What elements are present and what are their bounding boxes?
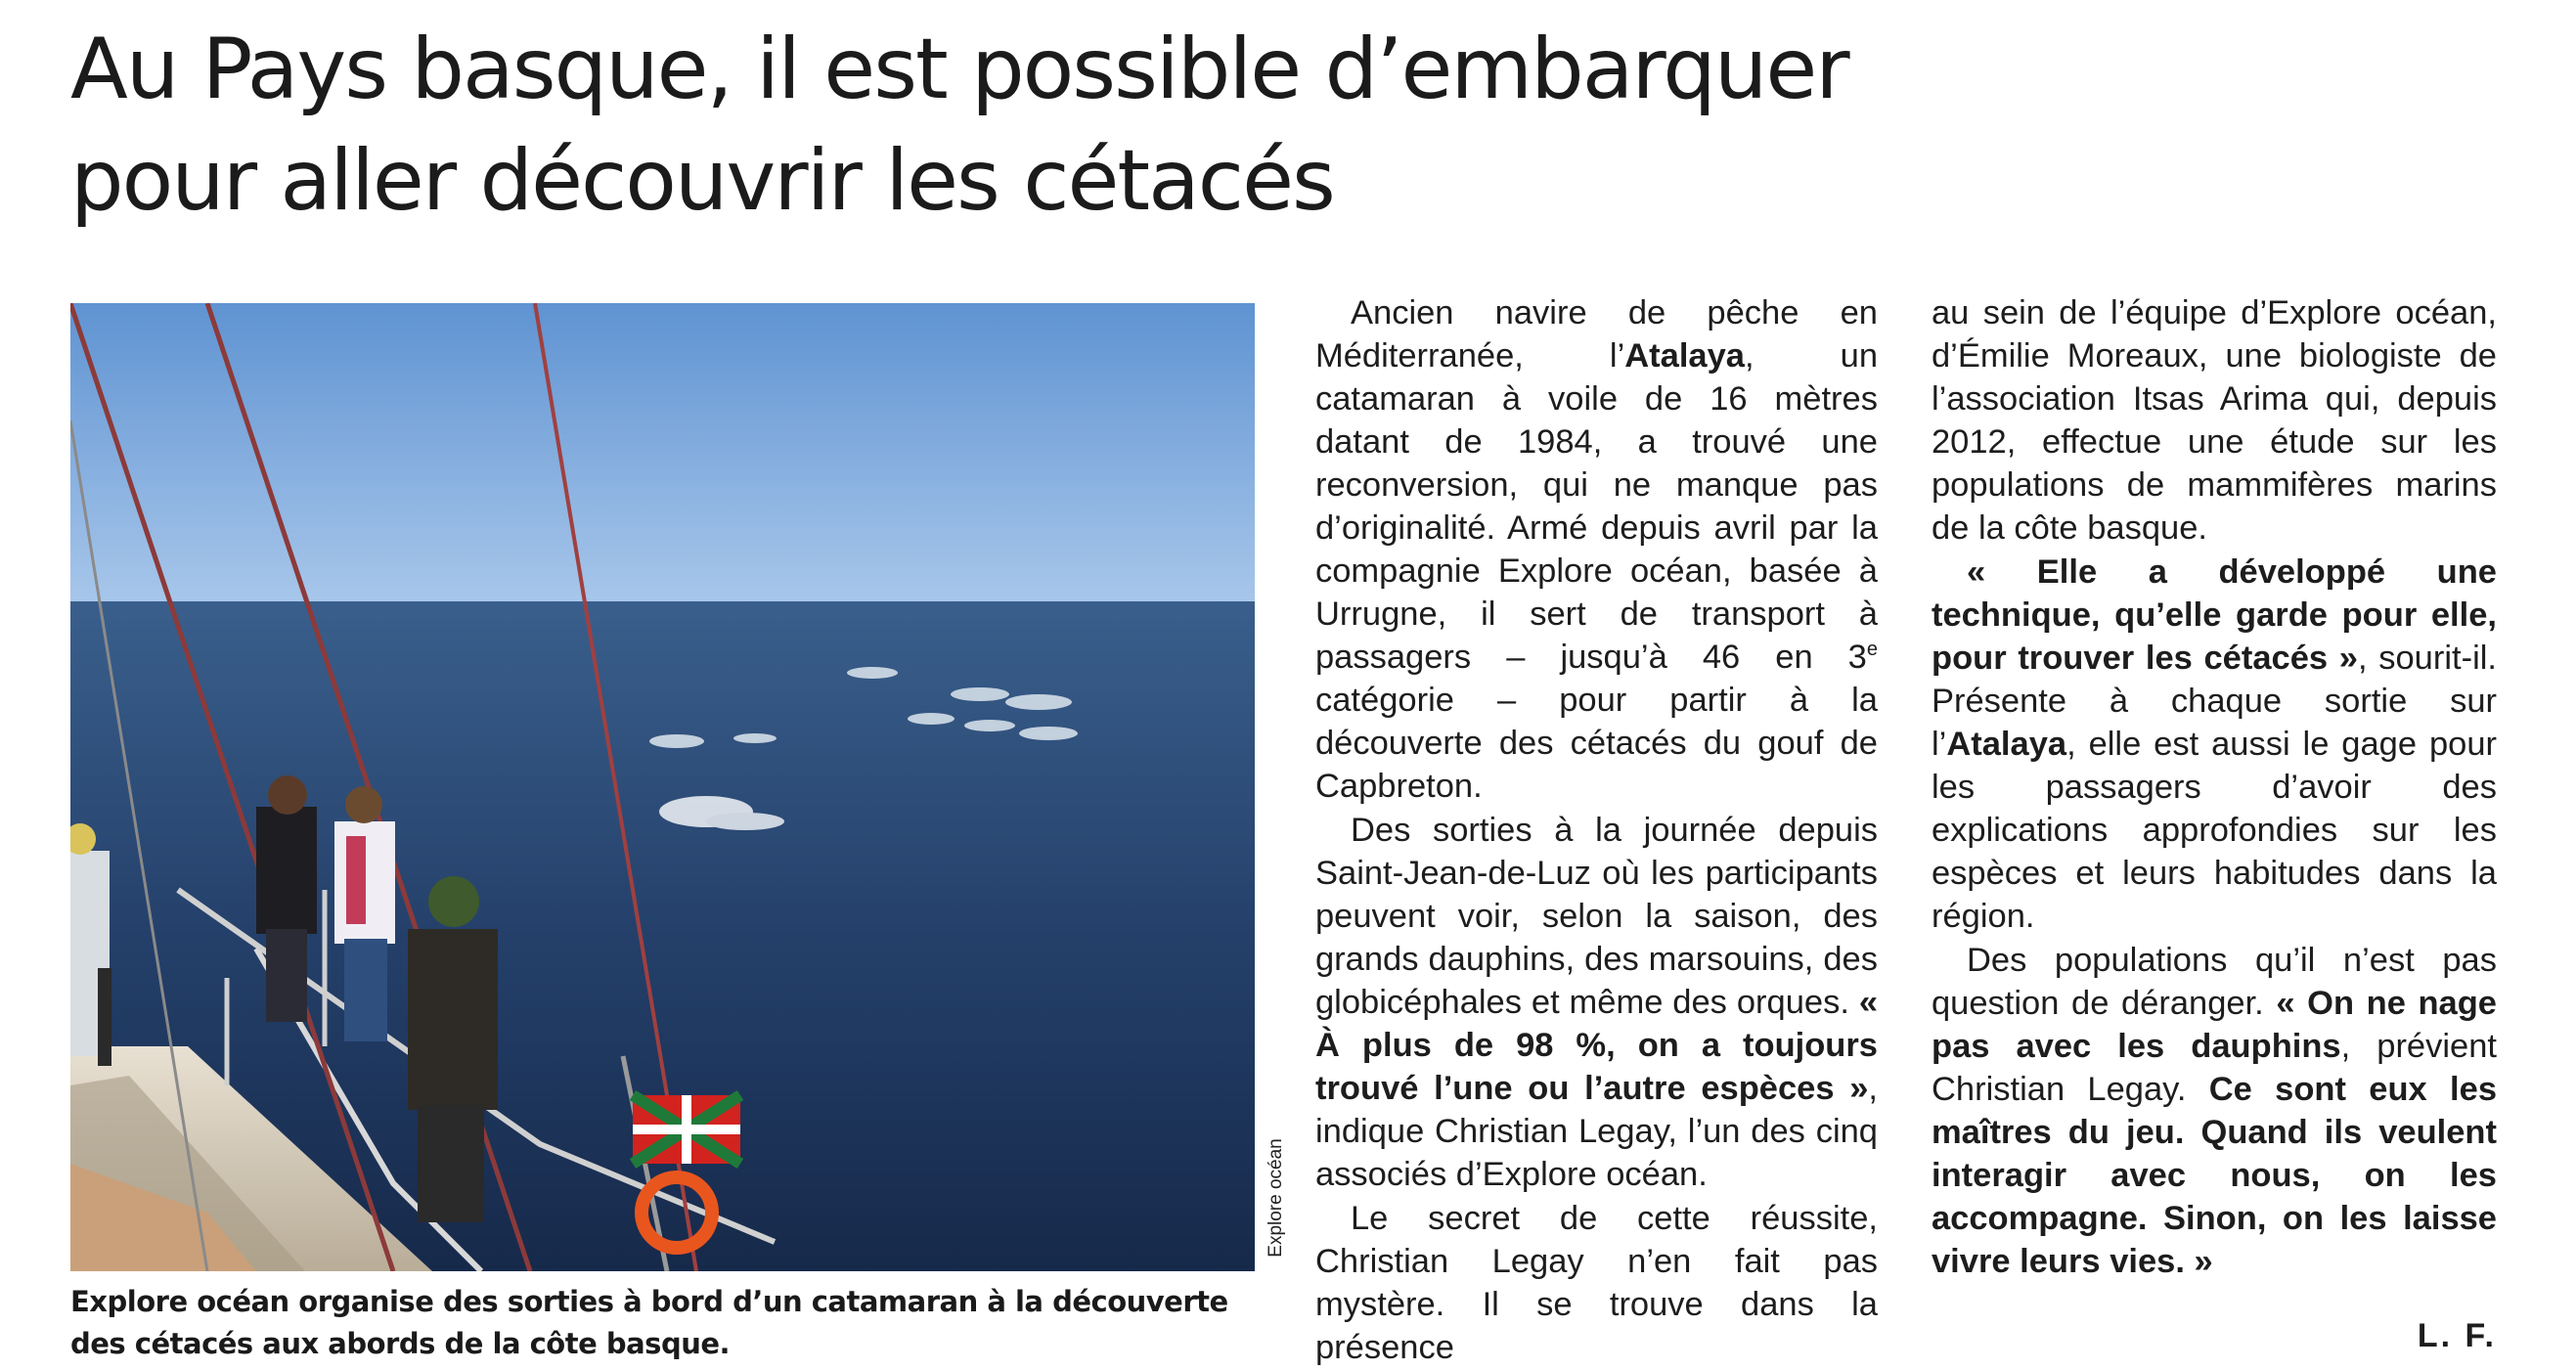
paragraph: Ancien navire de pêche en Méditerranée, l’Atalaya, un catamaran à voile de 16 mètres datant de 1984, a trouvé une reconversion, qui ne manque pas d’originalité. Armé depuis avril par la compagnie Explore océan, basée à Urrugne, il sert de transport à passagers – jusqu’à 46 en 3e catégorie – pour partir à la découverte des cétacés du gouf de Capbreton. — [1315, 294, 1879, 805]
paragraph: Des populations qu’il n’est pas question de déranger. « On ne nage pas avec les dauphins, prévient Christian Legay. Ce sont eux les maîtres du jeu. Quand ils veulent interagir avec nous, on les accompagne. Sinon, on les laisse vivre leurs vies. » — [1932, 942, 2498, 1280]
headline — [70, 14, 2026, 237]
article-photo — [70, 303, 1255, 1271]
photo-illustration — [70, 303, 1255, 1271]
photo-credit: Explore océan — [1266, 1138, 1286, 1258]
quote: « Elle a développé une technique, qu’elle garde pour elle, pour trouver les cétacés » — [1932, 553, 2497, 677]
photo-caption: Explore océan organise des sorties à bord d’un catamaran à la découverte des cétacés aux abords de la côte basque. — [70, 1285, 1228, 1360]
sky — [70, 303, 1255, 601]
quote: Ce sont eux les maîtres du jeu. Quand ils veulent interagir avec nous, on les accompagne. Sinon, on les laisse vivre leurs vies. » — [1932, 1071, 2498, 1280]
paragraph: Le secret de cette réussite, Christian Legay n’en fait pas mystère. Il se trouve dans la présence — [1315, 1200, 1878, 1366]
boat-name: Atalaya — [1946, 726, 2067, 763]
quote: « À plus de 98 %, on a toujours trouvé l’une ou l’autre espèces » — [1315, 984, 1878, 1107]
quote: « On ne nage pas avec les dauphins — [1932, 985, 2497, 1065]
paragraph: Des sorties à la journée depuis Saint-Jean-de-Luz où les participants peuvent voir, selon la saison, des grands dauphins, des marsouins, des globicéphales et même des orques. « À plus de 98 %, on a toujours trouvé l’une ou l’autre espèces », indique Christian Legay, l’un des cinq associés d’Explore océan. — [1315, 812, 1878, 1193]
paragraph: « Elle a développé une technique, qu’elle garde pour elle, pour trouver les cétacés », sourit-il. Présente à chaque sortie sur l’Atalaya, elle est aussi le gage pour les passagers d’avoir des explications approfondies sur les espèces et leurs habitudes dans la région. — [1932, 553, 2497, 935]
article-column-1 — [1315, 291, 1878, 1369]
paragraph: au sein de l’équipe d’Explore océan, d’Émilie Moreaux, une biologiste de l’association Itsas Arima qui, depuis 2012, effectue une étude sur les populations de mammifères marins de la côte basque. — [1932, 294, 2497, 547]
author-signature: L. F. — [2417, 1317, 2497, 1354]
boat-name: Atalaya — [1624, 337, 1745, 375]
article-column-2 — [1932, 291, 2497, 1283]
headline-line-1: Au Pays basque, il est possible d’embarquer — [70, 21, 1848, 118]
headline-line-2: pour aller découvrir les cétacés — [70, 132, 1334, 230]
